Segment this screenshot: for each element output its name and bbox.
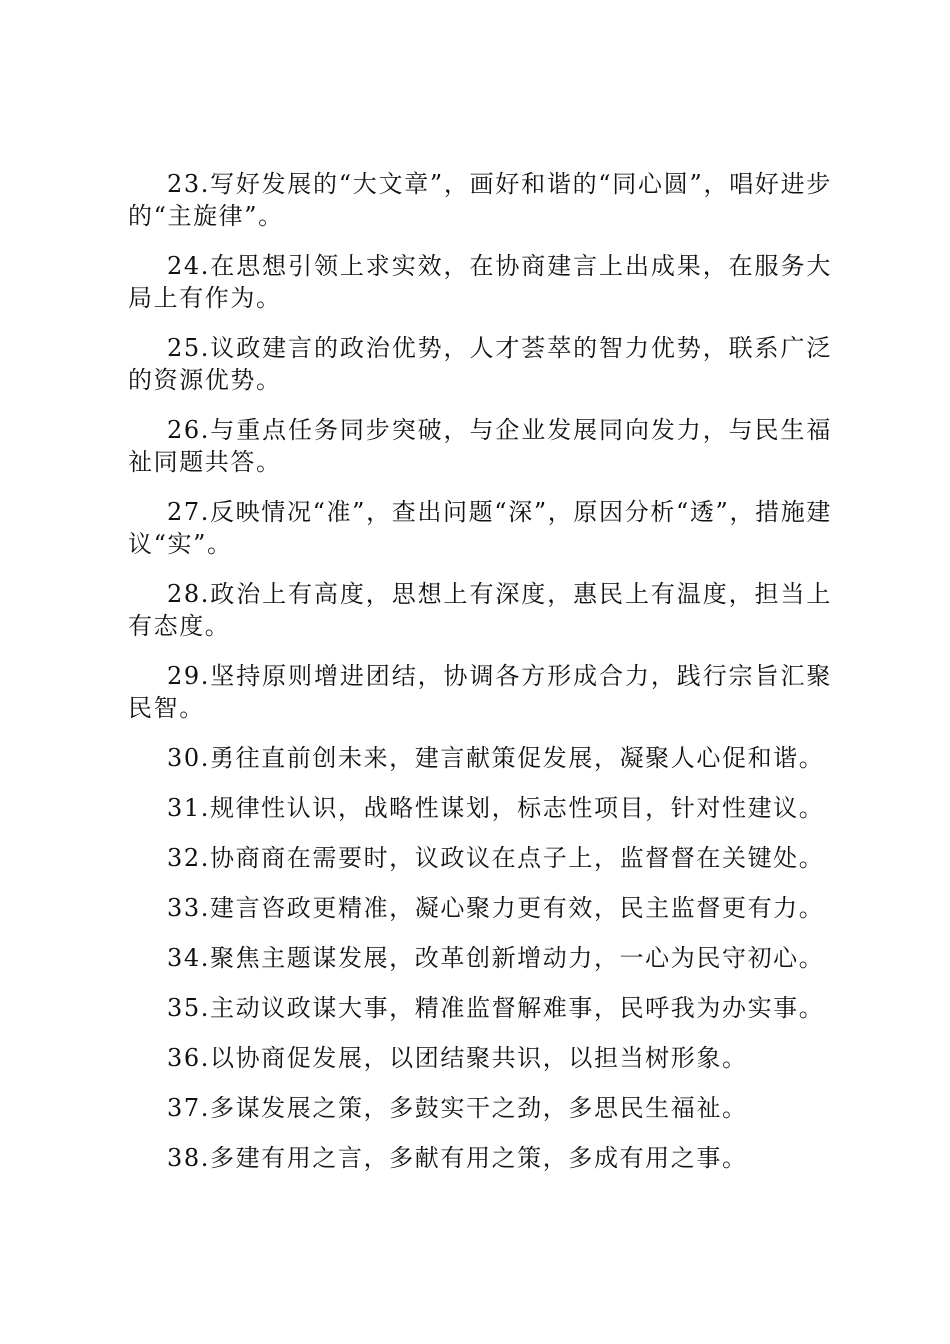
paragraph-31: 31.规律性认识，战略性谋划，标志性项目，针对性建议。 xyxy=(167,794,825,822)
paragraph-36: 36.以协商促发展，以团结聚共识，以担当树形象。 xyxy=(167,1044,748,1072)
paragraph-35: 35.主动议政谋大事，精准监督解难事，民呼我为办实事。 xyxy=(167,994,825,1022)
paragraph-32: 32.协商商在需要时，议政议在点子上，监督督在关键处。 xyxy=(167,844,825,872)
paragraph-29: 29.坚持原则增进团结，协调各方形成合力，践行宗旨汇聚民智。 xyxy=(128,662,832,722)
paragraph-24: 24.在思想引领上求实效，在协商建言上出成果，在服务大局上有作为。 xyxy=(128,252,832,312)
paragraph-27: 27.反映情况“准”，查出问题“深”，原因分析“透”，措施建议“实”。 xyxy=(128,498,832,558)
paragraph-37: 37.多谋发展之策，多鼓实干之劲，多思民生福祉。 xyxy=(167,1094,748,1122)
document-body xyxy=(128,168,832,1192)
paragraph-34: 34.聚焦主题谋发展，改革创新增动力，一心为民守初心。 xyxy=(167,944,825,972)
paragraph-26: 26.与重点任务同步突破，与企业发展同向发力，与民生福祉同题共答。 xyxy=(128,416,832,476)
paragraph-30: 30.勇往直前创未来，建言献策促发展，凝聚人心促和谐。 xyxy=(167,744,825,772)
paragraph-23: 23.写好发展的“大文章”，画好和谐的“同心圆”，唱好进步的“主旋律”。 xyxy=(128,170,832,230)
paragraph-28: 28.政治上有高度，思想上有深度，惠民上有温度，担当上有态度。 xyxy=(128,580,832,640)
paragraph-33: 33.建言咨政更精准，凝心聚力更有效，民主监督更有力。 xyxy=(167,894,825,922)
paragraph-25: 25.议政建言的政治优势，人才荟萃的智力优势，联系广泛的资源优势。 xyxy=(128,334,832,394)
paragraph-38: 38.多建有用之言，多献有用之策，多成有用之事。 xyxy=(167,1144,748,1172)
